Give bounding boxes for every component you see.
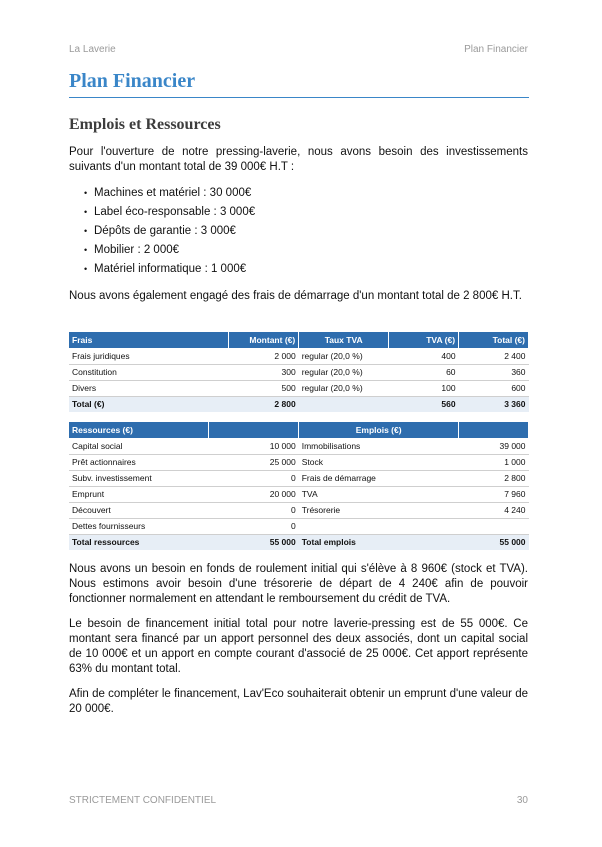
header-document-name: La Laverie <box>69 44 116 55</box>
col-header: Montant (€) <box>229 332 299 348</box>
table-row: Frais juridiques 2 000 regular (20,0 %) 400 2 400 <box>69 348 529 364</box>
frais-table <box>69 332 529 412</box>
bullet-icon: • <box>84 245 88 255</box>
investments-list <box>84 186 255 281</box>
emprunt-paragraph: Afin de compléter le financement, Lav'Eco souhaiterait obtenir un emprunt d'une valeur de 20 000€. <box>69 688 528 715</box>
list-item: • Matériel informatique : 1 000€ <box>84 263 247 275</box>
bullet-icon: • <box>84 226 88 236</box>
page-title: Plan Financier <box>69 70 529 98</box>
table-row: Emprunt 20 000 TVA 7 960 <box>69 486 529 502</box>
col-header: Taux TVA <box>299 332 389 348</box>
table-total-row: Total (€) 2 800 560 3 360 <box>69 396 529 412</box>
bullet-icon: • <box>84 207 88 217</box>
section-title: Emplois et Ressources <box>69 116 221 133</box>
page-number: 30 <box>516 795 528 806</box>
table-total-row: Total ressources 55 000 Total emplois 55 000 <box>69 534 529 550</box>
col-header: Frais <box>69 332 229 348</box>
list-item: • Label éco-responsable : 3 000€ <box>84 206 256 218</box>
list-item: • Dépôts de garantie : 3 000€ <box>84 225 236 237</box>
running-header <box>69 44 528 55</box>
table-row: Subv. investissement 0 Frais de démarrage 2 800 <box>69 470 529 486</box>
table-row: Constitution 300 regular (20,0 %) 60 360 <box>69 364 529 380</box>
table-row: Prêt actionnaires 25 000 Stock 1 000 <box>69 454 529 470</box>
table-header-row <box>69 332 529 348</box>
fonds-roulement-paragraph: Nous avons un besoin en fonds de roulement initial qui s'élève à 8 960€ (stock et TVA). Nous estimons avoir besoin d'une trésorerie de départ de 4 240€ afin de pouvoir fonctionner normalement en attendant le remboursement du crédit de TVA. <box>69 563 528 605</box>
col-header: TVA (€) <box>389 332 459 348</box>
list-item: • Machines et matériel : 30 000€ <box>84 187 252 199</box>
col-header: Total (€) <box>459 332 529 348</box>
table-row: Dettes fournisseurs 0 <box>69 518 529 534</box>
startup-costs-paragraph: Nous avons également engagé des frais de démarrage d'un montant total de 2 800€ H.T. <box>69 290 522 302</box>
financement-paragraph: Le besoin de financement initial total pour notre laverie-pressing est de 55 000€. Ce montant sera financé par un apport personnel des deux associés, dont un capital social de 10 000€ et un apport en compte courant d'associé de 25 000€. Cet apport représente 63% du montant total. <box>69 618 528 675</box>
bullet-icon: • <box>84 188 88 198</box>
page-footer <box>69 795 528 806</box>
table-header-row <box>69 422 529 438</box>
bullet-icon: • <box>84 264 88 274</box>
header-section-name: Plan Financier <box>464 44 528 55</box>
confidentiality-note: STRICTEMENT CONFIDENTIEL <box>69 795 217 806</box>
intro-paragraph: Pour l'ouverture de notre pressing-laverie, nous avons besoin des investissements suivants d'un montant total de 39 000€ H.T : <box>69 146 528 173</box>
resources-table <box>69 422 529 550</box>
col-header: Ressources (€) <box>69 422 209 438</box>
table-row: Capital social 10 000 Immobilisations 39 000 <box>69 438 529 454</box>
col-header: Emplois (€) <box>299 422 459 438</box>
list-item: • Mobilier : 2 000€ <box>84 244 180 256</box>
table-row: Divers 500 regular (20,0 %) 100 600 <box>69 380 529 396</box>
table-row: Découvert 0 Trésorerie 4 240 <box>69 502 529 518</box>
